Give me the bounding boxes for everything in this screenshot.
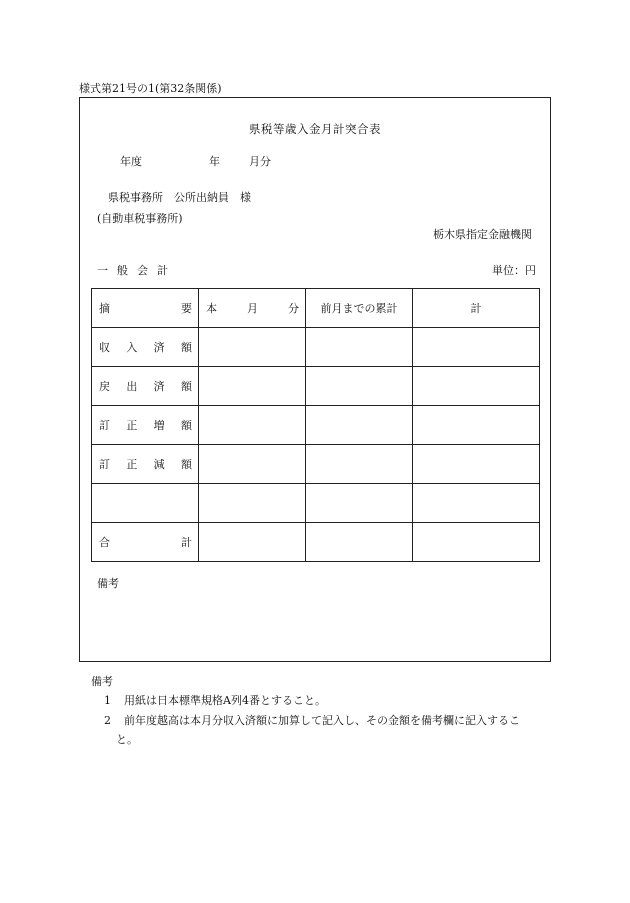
table-header-row (92, 289, 540, 328)
note-text: 用紙は日本標準規格A列4番とすること。 (124, 694, 326, 707)
spread-char: 入 (126, 341, 138, 354)
cumulative-cell (306, 367, 413, 406)
spread-char: 済 (153, 380, 165, 393)
table-row (92, 328, 540, 367)
table-row (92, 445, 540, 484)
fiscal-year-label: 年度 (120, 155, 142, 168)
table-row (92, 367, 540, 406)
spread-char: 要 (181, 302, 192, 315)
spread-char: 訂 (99, 458, 110, 471)
cumulative-cell (306, 406, 413, 445)
total-cell (413, 484, 540, 523)
row-label-cell (92, 367, 199, 406)
header-cell-total: 計 (413, 289, 540, 328)
header-summary-text (92, 300, 198, 316)
spread-char: 戻 (99, 380, 110, 393)
spread-char: 訂 (99, 419, 110, 432)
addressee-sub-line: (自動車税事務所) (97, 212, 183, 225)
period-line (120, 153, 271, 169)
account-label: 一般会計 (97, 264, 177, 277)
spread-char: 本 (206, 302, 217, 315)
this-month-cell (199, 406, 306, 445)
month-label: 月分 (249, 155, 271, 168)
header-cell-summary (92, 289, 199, 328)
row-label-cell (92, 523, 199, 562)
note-item-2-continuation: と。 (116, 733, 138, 746)
reconciliation-table (91, 288, 540, 562)
form-title: 県税等歳入金月計突合表 (249, 122, 381, 136)
cumulative-cell (306, 484, 413, 523)
cumulative-cell (306, 328, 413, 367)
spread-char: 額 (180, 419, 192, 432)
spread-char: 正 (126, 458, 138, 471)
this-month-cell (199, 445, 306, 484)
spread-char: 額 (180, 380, 192, 393)
table-row (92, 484, 540, 523)
spread-char: 摘 (99, 302, 110, 315)
note-item-2 (104, 712, 520, 728)
spread-char: 減 (153, 458, 165, 471)
form-number-label: 様式第21号の1(第32条関係) (79, 82, 222, 95)
year-label: 年 (209, 155, 220, 168)
total-cell (413, 523, 540, 562)
row-label (92, 378, 198, 394)
row-label (92, 456, 198, 472)
spread-char: 分 (288, 302, 299, 315)
this-month-cell (199, 367, 306, 406)
remarks-label: 備考 (97, 577, 119, 590)
header-cell-cumulative: 前月までの累計 (306, 289, 413, 328)
this-month-cell (199, 328, 306, 367)
notes-heading: 備考 (91, 675, 113, 688)
row-label (92, 339, 198, 355)
note-text: 前年度越高は本月分収入済額に加算して記入し、その金額を備考欄に記入するこ (124, 714, 520, 727)
total-cell (413, 406, 540, 445)
spread-char: 計 (181, 536, 192, 549)
spread-char: 額 (180, 458, 192, 471)
spread-char: 正 (126, 419, 138, 432)
unit-label: 単位：円 (492, 264, 536, 277)
cumulative-cell (306, 523, 413, 562)
spread-char: 収 (99, 341, 110, 354)
cumulative-cell (306, 445, 413, 484)
note-item-1 (104, 692, 326, 708)
header-cell-this-month (199, 289, 306, 328)
spread-char: 増 (153, 419, 165, 432)
header-this-month-text (199, 300, 305, 316)
spread-char: 月 (247, 302, 258, 315)
row-label (92, 534, 198, 550)
total-cell (413, 367, 540, 406)
bank-name: 栃木県指定金融機関 (433, 228, 532, 241)
note-number: 1 (104, 694, 111, 707)
this-month-cell (199, 523, 306, 562)
table-row (92, 523, 540, 562)
row-label-cell (92, 484, 199, 523)
addressee-line: 県税事務所 公所出納員 様 (108, 191, 251, 204)
row-label-cell (92, 406, 199, 445)
spread-char: 合 (99, 536, 110, 549)
spread-char: 額 (180, 341, 192, 354)
spread-char: 済 (153, 341, 165, 354)
total-cell (413, 328, 540, 367)
note-number: 2 (104, 714, 111, 727)
this-month-cell (199, 484, 306, 523)
table-row (92, 406, 540, 445)
row-label (92, 417, 198, 433)
total-cell (413, 445, 540, 484)
row-label-cell (92, 328, 199, 367)
spread-char: 出 (126, 380, 138, 393)
row-label-cell (92, 445, 199, 484)
